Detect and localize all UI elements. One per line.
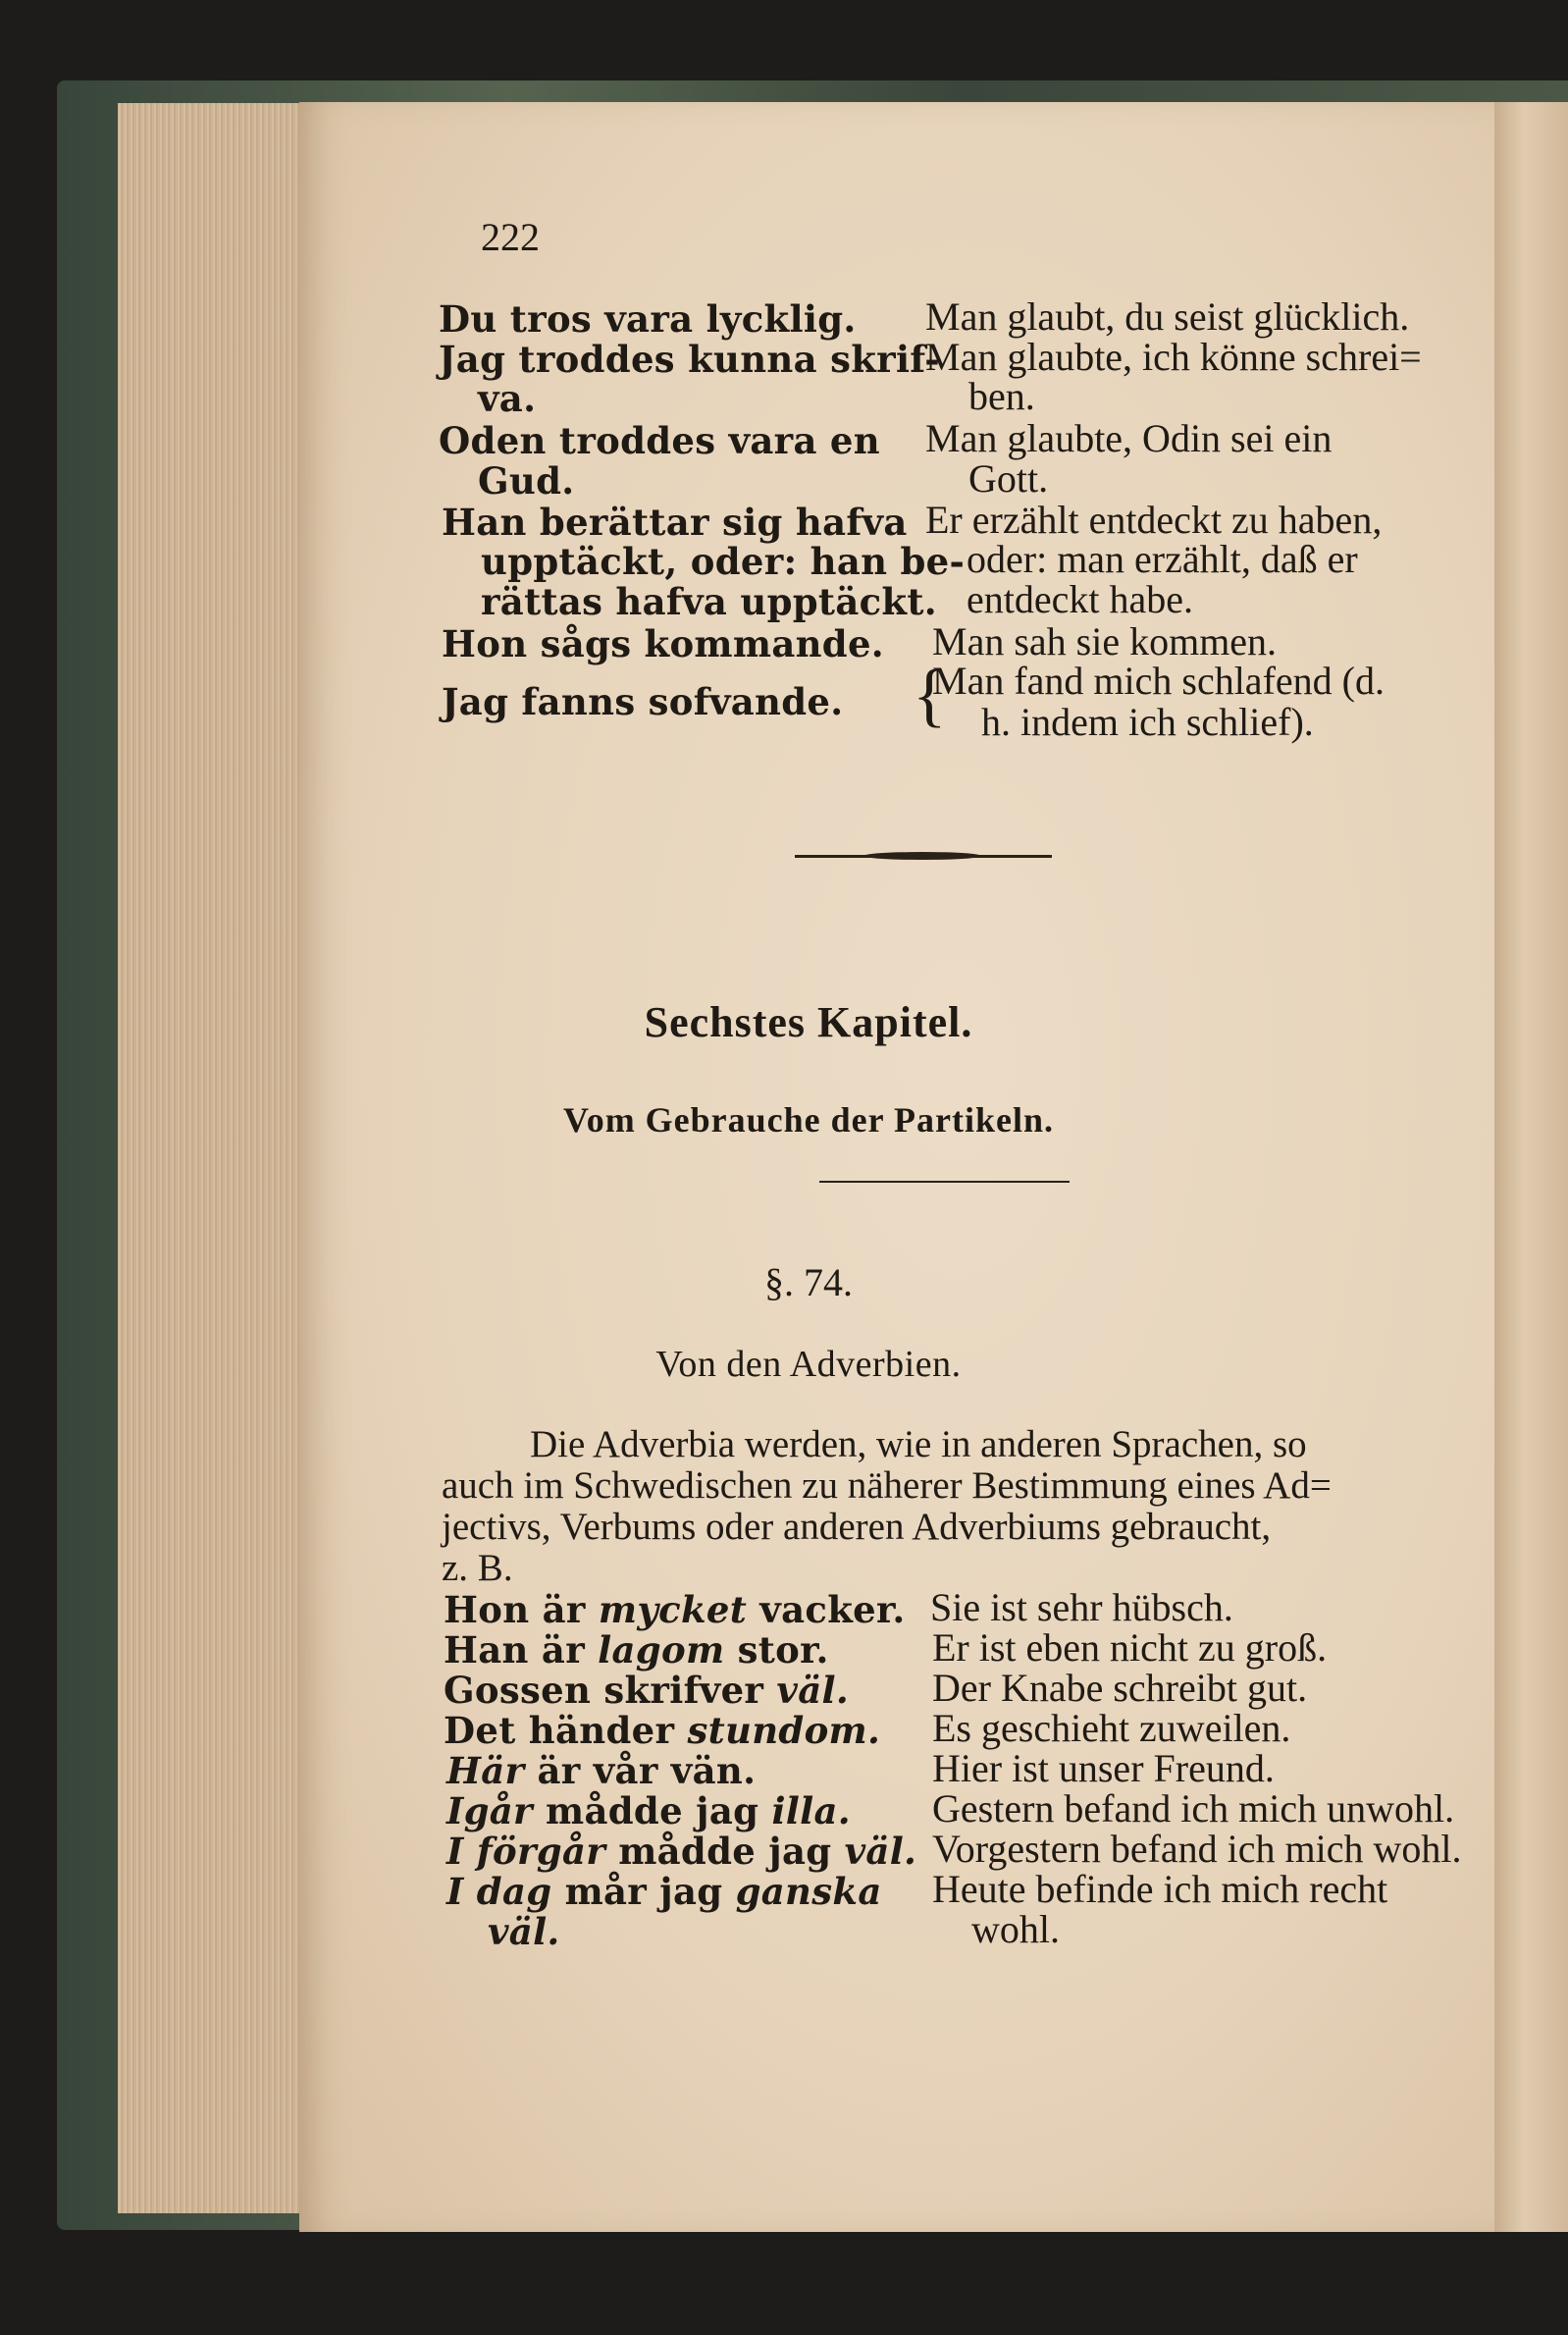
swedish-line: Han berättar sig hafva xyxy=(442,501,908,544)
section-divider xyxy=(819,1181,1070,1183)
swedish-example: Det händer stundom. xyxy=(444,1709,881,1752)
curly-brace-icon: { xyxy=(913,656,947,734)
german-line: entdeckt habe. xyxy=(967,577,1193,621)
paragraph-line: auch im Schwedischen zu näherer Bestimmung eines Ad= xyxy=(442,1464,1332,1507)
swedish-line: Jag fanns sofvande. xyxy=(442,680,844,723)
german-line: h. indem ich schlief). xyxy=(981,700,1314,744)
swedish-example: Han är lagom stor. xyxy=(444,1628,829,1672)
paragraph-line: jectivs, Verbums oder anderen Adverbiums gebraucht, xyxy=(442,1506,1272,1548)
swedish-line: va. xyxy=(478,377,537,420)
german-line: ben. xyxy=(968,374,1035,418)
swedish-line: upptäckt, oder: han be- xyxy=(481,540,966,583)
swedish-example: I förgår mådde jag väl. xyxy=(446,1830,917,1873)
swedish-example: I dag mår jag ganska xyxy=(446,1870,882,1913)
swedish-line: Jag troddes kunna skrif- xyxy=(439,338,940,381)
swedish-example: Här är vår vän. xyxy=(446,1749,757,1792)
decorative-divider-swell xyxy=(863,852,981,860)
swedish-example: Gossen skrifver väl. xyxy=(444,1669,850,1712)
german-example: Heute befinde ich mich recht xyxy=(932,1867,1388,1911)
paragraph-line: Die Adverbia werden, wie in anderen Sprachen, so xyxy=(530,1423,1307,1465)
next-page-edge xyxy=(1494,102,1568,2232)
german-line: Man sah sie kommen. xyxy=(932,619,1278,663)
german-line: Man glaubte, Odin sei ein xyxy=(925,416,1333,460)
german-example: Vorgestern befand ich mich wohl. xyxy=(932,1827,1462,1871)
chapter-subtitle: Vom Gebrauche der Partikeln. xyxy=(563,1100,1054,1140)
page-number: 222 xyxy=(481,215,540,259)
german-example: Der Knabe schreibt gut. xyxy=(932,1666,1308,1710)
german-line: Gott. xyxy=(968,456,1049,501)
german-line: oder: man erzählt, daß er xyxy=(967,537,1358,581)
german-line: Man glaubt, du seist glücklich. xyxy=(925,294,1410,339)
swedish-example: Hon är mycket vacker. xyxy=(444,1588,906,1631)
swedish-line: Du tros vara lycklig. xyxy=(439,297,857,341)
swedish-example: Igår mådde jag illa. xyxy=(446,1789,851,1832)
swedish-line: rättas hafva upptäckt. xyxy=(481,580,937,623)
swedish-line: Oden troddes vara en xyxy=(439,419,880,462)
page-stack-edge xyxy=(118,103,304,2213)
german-line: Er erzählt entdeckt zu haben, xyxy=(925,498,1383,542)
german-example: wohl. xyxy=(971,1907,1060,1951)
swedish-line: Hon sågs kommande. xyxy=(442,622,884,665)
german-example: Gestern befand ich mich unwohl. xyxy=(932,1786,1455,1831)
swedish-example: väl. xyxy=(488,1910,560,1953)
section-number: §. 74. xyxy=(764,1260,853,1304)
paragraph-line: z. B. xyxy=(442,1547,513,1589)
german-example: Sie ist sehr hübsch. xyxy=(930,1585,1233,1629)
chapter-title: Sechstes Kapitel. xyxy=(644,998,973,1046)
german-example: Es geschieht zuweilen. xyxy=(932,1706,1291,1750)
german-example: Hier ist unser Freund. xyxy=(932,1746,1275,1790)
german-line: Man fand mich schlafend (d. xyxy=(932,659,1385,703)
german-line: Man glaubte, ich könne schrei= xyxy=(925,335,1422,379)
german-example: Er ist eben nicht zu groß. xyxy=(932,1625,1328,1670)
swedish-line: Gud. xyxy=(478,459,575,503)
section-title: Von den Adverbien. xyxy=(655,1344,962,1385)
